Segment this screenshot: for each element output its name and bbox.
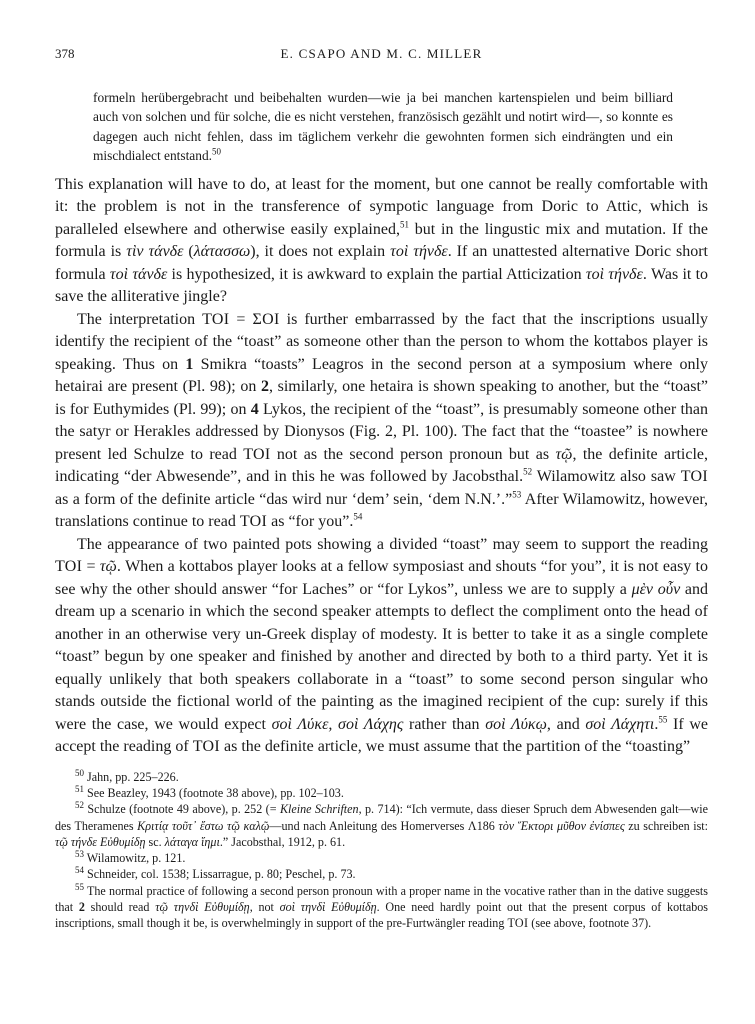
catalogue-number: 4	[250, 400, 259, 418]
greek-text: σοὶ Λάχητι	[585, 715, 655, 733]
text-run: not as the second person pronoun but as	[270, 445, 556, 463]
footnote-text: —und nach Anleitung des Homerverses Λ186	[269, 818, 499, 833]
footnote-ref-50: 50	[212, 146, 221, 157]
text-run: ), it does not explain	[250, 243, 391, 261]
paragraph-1	[55, 174, 708, 309]
block-quote	[93, 88, 673, 166]
footnote-ref-54: 54	[353, 511, 363, 522]
footnote-54	[55, 866, 708, 882]
block-quote-text: formeln herübergebracht und beibehalten wurden—wie ja bei manchen kartenspielen und beim billiard auch von solchen und für solche, die es nicht verstehen, französisch gezählt und notirt wird—, so konnte es dagegen auch nicht fehlen, dass im täglichem verkehr die gewohnten formen sich eindrängten und ein mischdialect entstand.	[93, 90, 673, 164]
page-number: 378	[55, 46, 75, 61]
footnote-50	[55, 769, 708, 785]
greek-text: τὸν Ἕκτορι μῦθον ἐνίσπες	[498, 818, 625, 833]
footnote-ref-55: 55	[658, 714, 668, 725]
text-run: rather than	[403, 715, 486, 733]
paragraph-3	[55, 534, 708, 759]
text-run: but in the lingustic mix and mutation. If the formula is	[55, 220, 708, 261]
text-run: . When a kottabos player looks at a fellow symposiast and shouts “for you”, it is not easy to see why the other should answer “for Laches” or “for Lykos”, unless we are to supply a	[55, 558, 708, 598]
inscription-text: TOI	[192, 738, 220, 756]
body-text	[55, 174, 708, 759]
text-run: Smikra “toasts” Leagros in the second person at a symposium where only hetairai are present (Pl. 98); on	[55, 355, 708, 396]
footnote-text: , p. 714): “Ich vermute, dass dieser Spruch dem Abwesenden galt—wie des Theramenes	[55, 802, 708, 833]
greek-text: λάτασσω	[193, 243, 251, 261]
greek-text: τοὶ τάνδε	[109, 265, 168, 283]
footnote-text: The normal practice of following a second person pronoun with a proper name in the vocative rather than in the dative suggests that	[55, 883, 708, 914]
text-run: and dream up a scenario in which the second speaker attempts to deflect the compliment onto the head of another in an otherwise very un-Greek display of modesty. It is better to take it as a single complete “toast” begun by one speaker and finished by another and directed by both to a third party. Yet it is equally unlikely that both speakers collaborate in a “toast” to some second person singular who stands outside the fictional world of the painting as the imagined recipient of the cup: surely if this were the case, we would expect	[55, 580, 708, 733]
text-run: =	[229, 310, 253, 328]
text-run: Lykos, the recipient of the “toast”, is presumably someone other than the satyr or Herakles addressed by Dionysos (Fig. 2, Pl. 100). The fact that the “toastee” is nowhere present led Schulze to read	[55, 400, 709, 463]
footnote-55	[55, 883, 708, 932]
inscription-text: ΣOI	[252, 310, 280, 328]
inscription-text: TOI	[680, 468, 709, 486]
page	[55, 46, 708, 932]
text-run: as the definite article, we must assume that the partition of the “toasting”	[219, 738, 691, 756]
greek-text: τῷ	[555, 445, 573, 463]
greek-text: τῷ τηνδὶ Εὐθυμίδῃ	[155, 900, 250, 914]
footnote-text: Wilamowitz, p. 121.	[84, 851, 186, 866]
inscription-text: TOI	[239, 513, 268, 531]
text-run: , the definite article, indicating “der Abwesende”, and in this he was followed by Jacobsthal.	[55, 445, 708, 486]
footnote-53	[55, 850, 708, 866]
footnote-number: 52	[75, 800, 84, 811]
footnote-number: 51	[75, 783, 84, 794]
footnote-text: . One need hardly point out that the present corpus of kottabos inscriptions, small though it be, is overwhelmingly in support of the pre-Furtwängler reading	[55, 900, 709, 931]
greek-text: Κριτίᾳ τοῦτ᾽ ἔστω τῷ καλῷ	[137, 818, 270, 833]
text-run: , similarly, one hetaira is shown speaking to another, but the “toast” is for Euthymides (Pl. 99); on	[55, 378, 708, 418]
text-run: After Wilamowitz, however, translations continue to read	[55, 490, 709, 531]
inscription-text: TOI	[507, 916, 529, 931]
footnote-text: .” Jacobsthal, 1912, p. 61.	[219, 834, 346, 849]
page-header	[55, 46, 708, 68]
book-title: Kleine Schriften	[279, 802, 359, 817]
footnote-text: Jahn, pp. 225–226.	[84, 769, 179, 784]
footnote-52	[55, 801, 708, 850]
footnote-ref-52: 52	[523, 466, 533, 477]
greek-text: τὶν τάνδε	[126, 243, 184, 261]
paragraph-2	[55, 309, 708, 534]
text-run: =	[82, 558, 100, 576]
greek-text: σοὶ Λύκῳ	[485, 715, 547, 733]
running-head: E. CSAPO AND M. C. MILLER	[280, 46, 483, 61]
footnote-number: 53	[75, 849, 84, 860]
greek-text: τοὶ τήνδε	[585, 265, 643, 283]
footnote-text: zu schreiben ist:	[624, 818, 708, 833]
footnote-text: , not	[249, 900, 280, 914]
inscription-text: TOI	[243, 445, 271, 463]
footnote-number: 50	[75, 767, 84, 778]
footnote-text: should read	[84, 900, 156, 914]
text-run: This explanation will have to do, at least for the moment, but one cannot be really comfortable with it: the problem is not in the transference of sympotic language from Doric to Attic, which is paralleled elsewhere and otherwise easily explained,	[55, 175, 708, 238]
text-run: . If an unattested alternative Doric short formula	[55, 243, 709, 283]
text-run: is hypothesized, it is awkward to explain the partial Atticization	[167, 265, 586, 283]
inscription-text: TOI	[202, 310, 230, 328]
footnote-number: 54	[75, 865, 84, 876]
greek-text: σοὶ Λύκε, σοὶ Λάχης	[271, 715, 404, 733]
text-run: .	[654, 715, 659, 733]
text-run: The appearance of two painted pots showing a divided “toast” may seem to support the reading	[77, 535, 708, 553]
footnote-ref-51: 51	[399, 219, 409, 230]
text-run: If we accept the reading of	[55, 715, 708, 756]
footnote-ref-53: 53	[512, 489, 522, 500]
greek-text: τῷ τήνδε Εὐθυμίδῃ	[55, 834, 146, 849]
footnote-number: 55	[75, 881, 84, 892]
greek-text: σοὶ τηνδὶ Εὐθυμίδῃ	[279, 900, 377, 914]
text-run: is further embarrassed by the fact that the inscriptions usually identify the recipient of the “toast” as someone other than the person to whom the kottabos player is speaking. Thus on	[55, 310, 709, 373]
footnote-text: Schulze (footnote 49 above), p. 252 (=	[84, 802, 280, 817]
greek-text: τοὶ τήνδε	[390, 243, 448, 261]
greek-text: λάταγα ἵημι	[164, 834, 220, 849]
greek-text: τῷ	[99, 558, 117, 576]
footnote-text: See Beazley, 1943 (footnote 38 above), pp. 102–103.	[84, 785, 344, 800]
catalogue-number: 2	[78, 900, 85, 914]
text-run: . Was it to save the alliterative jingle?	[55, 265, 709, 306]
text-run: (	[183, 243, 194, 261]
text-run: as “for you”.	[267, 513, 354, 531]
footnote-text: Schneider, col. 1538; Lissarrague, p. 80; Peschel, p. 73.	[84, 867, 356, 882]
inscription-text: TOI	[55, 558, 83, 576]
greek-text: μὲν οὖν	[631, 580, 681, 598]
footnote-text: sc.	[145, 834, 165, 849]
text-run: , and	[546, 715, 586, 733]
text-run: The interpretation	[77, 310, 203, 328]
footnote-text: (see above, footnote 37).	[528, 916, 652, 931]
text-run: Wilamowitz also saw	[532, 468, 681, 486]
catalogue-number: 2	[260, 378, 269, 396]
text-run: as a form of the definite article “das wird nur ‘dem’ sein, ‘dem N.N.’.”	[55, 490, 513, 508]
footnote-51	[55, 785, 708, 801]
catalogue-number: 1	[185, 355, 194, 373]
footnotes	[55, 769, 708, 932]
